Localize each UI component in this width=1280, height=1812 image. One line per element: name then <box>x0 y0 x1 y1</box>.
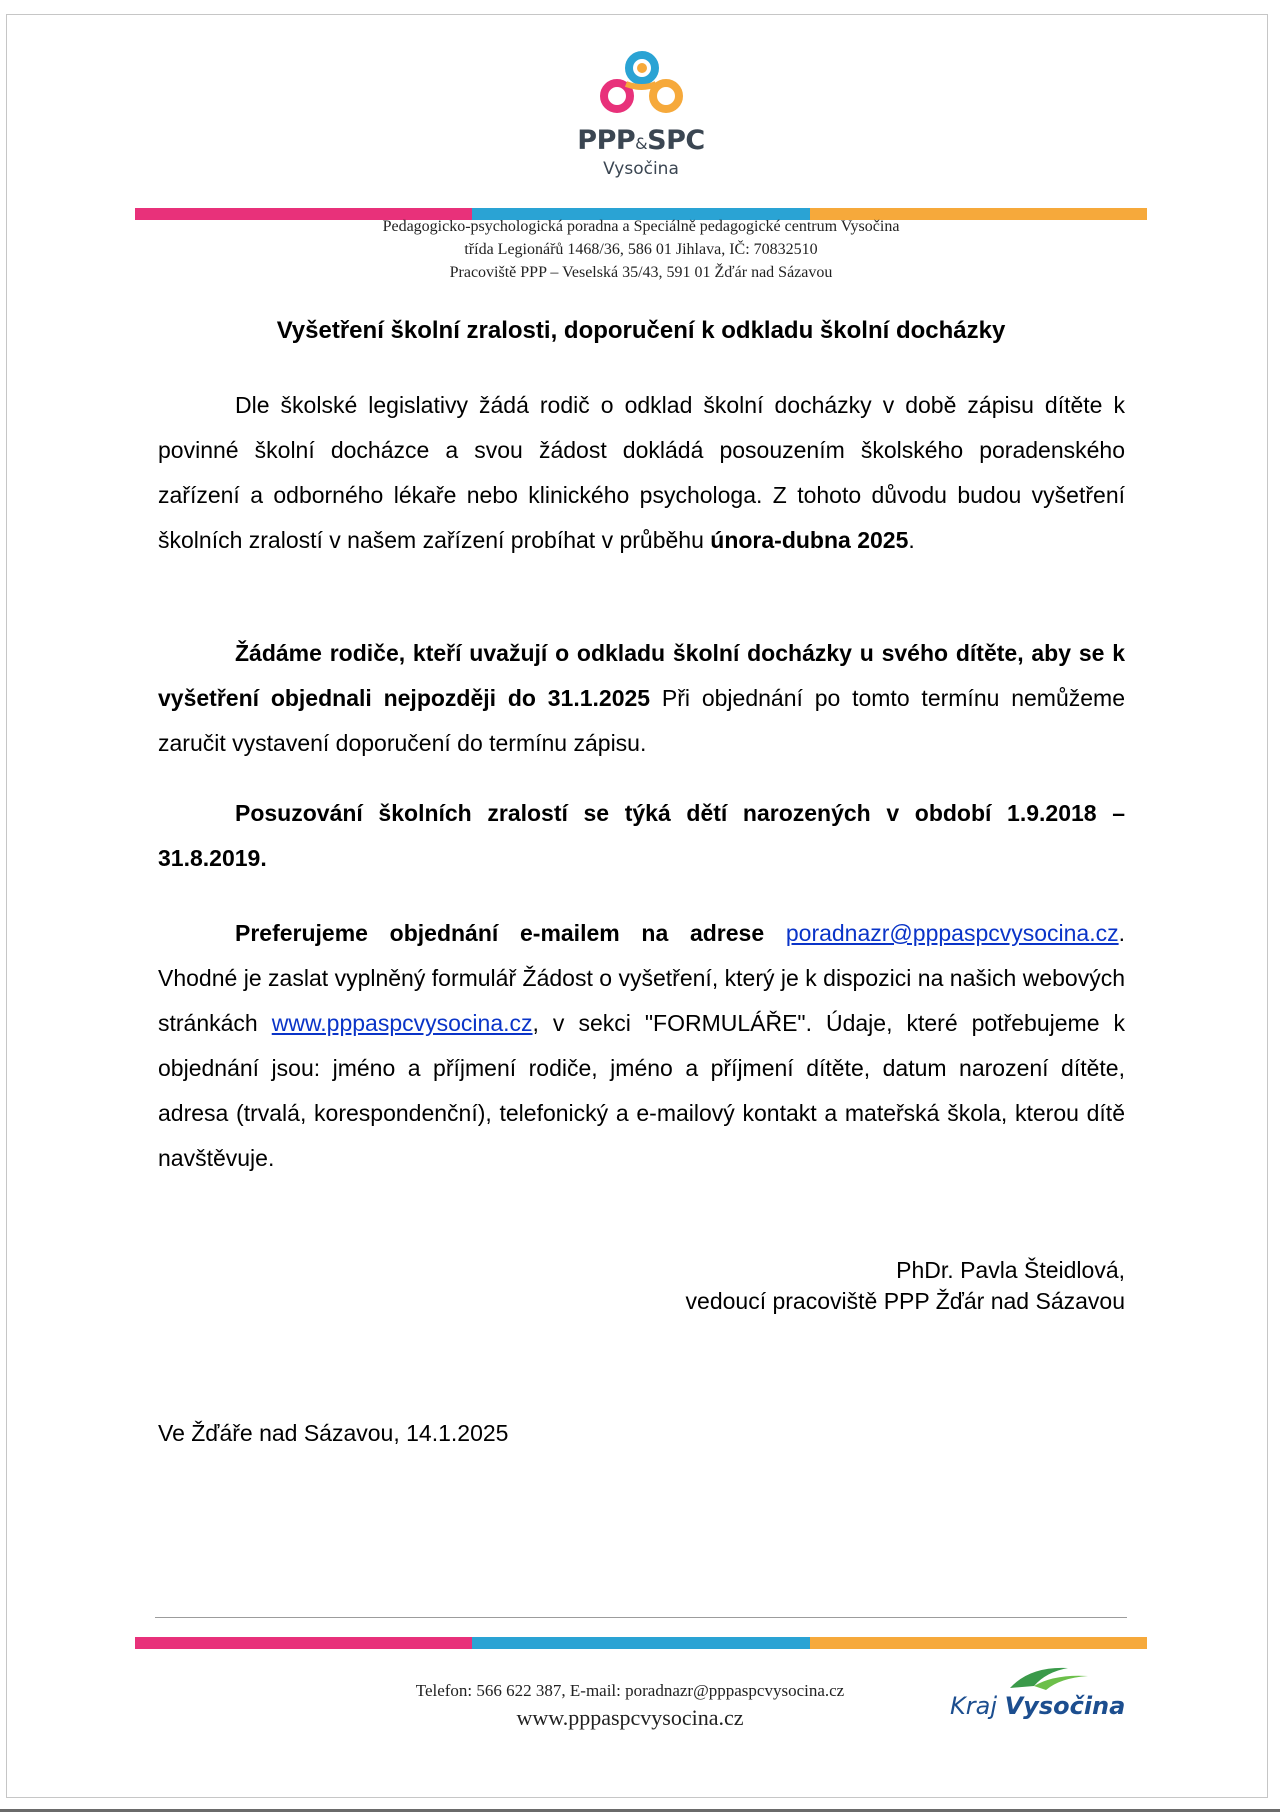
website-link[interactable]: www.pppaspcvysocina.cz <box>271 1010 533 1036</box>
signature-name: PhDr. Pavla Šteidlová, <box>896 1257 1125 1283</box>
leaf-swoosh-icon <box>950 1664 1120 1694</box>
org-address: třída Legionářů 1468/36, 586 01 Jihlava, IČ: 70832510 <box>464 241 818 258</box>
kraj-vysocina-logo: Kraj Vysočina <box>950 1664 1120 1724</box>
paragraph-3: Posuzování školních zralostí se týká dětí narozených v období 1.9.2018 – 31.8.2019. <box>158 800 1125 871</box>
logo-title: PPP&SPC <box>577 125 705 156</box>
paragraph-4: Preferujeme objednání e-mailem na adrese poradnazr@pppaspcvysocina.cz. Vhodné je zaslat vyplněný formulář Žádost o vyšetření, který je k dispozici na našich webových stránkách www.pppaspcvysocina.cz, v sekci "FORMULÁŘE". Údaje, které potřebujeme k objednání jsou: jméno a příjmení rodiče, jméno a příjmení dítěte, datum narození dítěte, adresa (trvalá, korespondenční), telefonický a e-mailový kontakt a mateřská škola, kterou dítě navštěvuje. <box>158 920 1125 1171</box>
signature <box>540 1255 1125 1317</box>
organization-header <box>135 215 1147 284</box>
place-date: Ve Žďáře nad Sázavou, 14.1.2025 <box>158 1420 509 1446</box>
document-title: Vyšetření školní zralosti, doporučení k odkladu školní docházky <box>276 317 1006 344</box>
paragraph-1: Dle školské legislativy žádá rodič o odklad školní docházky v době zápisu dítěte k povinné školní docházce a svou žádost dokládá posouzením školského poradenského zařízení a odborného lékaře nebo klinického psychologa. Z tohoto důvodu budou vyšetření školních zralostí v našem zařízení probíhat v průběhu února-dubna 2025. <box>158 392 1125 553</box>
footer-website: www.pppaspcvysocina.cz <box>516 1705 744 1730</box>
footer-divider <box>155 1617 1127 1618</box>
footer-contact <box>330 1679 930 1733</box>
org-name: Pedagogicko-psychologická poradna a Speciálně pedagogické centrum Vysočina <box>382 218 900 235</box>
signature-role: vedoucí pracoviště PPP Žďár nad Sázavou <box>685 1288 1125 1314</box>
footer-phone-email: Telefon: 566 622 387, E-mail: poradnazr@pppaspcvysocina.cz <box>415 1681 845 1700</box>
logo-rings-icon <box>586 46 696 124</box>
footer-color-bar <box>135 1637 1147 1649</box>
org-branch: Pracoviště PPP – Veselská 35/43, 591 01 Žďár nad Sázavou <box>449 264 833 281</box>
paragraph-2: Žádáme rodiče, kteří uvažují o odkladu školní docházky u svého dítěte, aby se k vyšetření objednali nejpozději do 31.1.2025 Při objednání po tomto termínu nemůžeme zaručit vystavení doporučení do termínu zápisu. <box>158 640 1125 756</box>
ppp-spc-logo <box>566 46 716 196</box>
logo-subtitle: Vysočina <box>603 159 679 179</box>
email-link[interactable]: poradnazr@pppaspcvysocina.cz <box>785 920 1119 946</box>
